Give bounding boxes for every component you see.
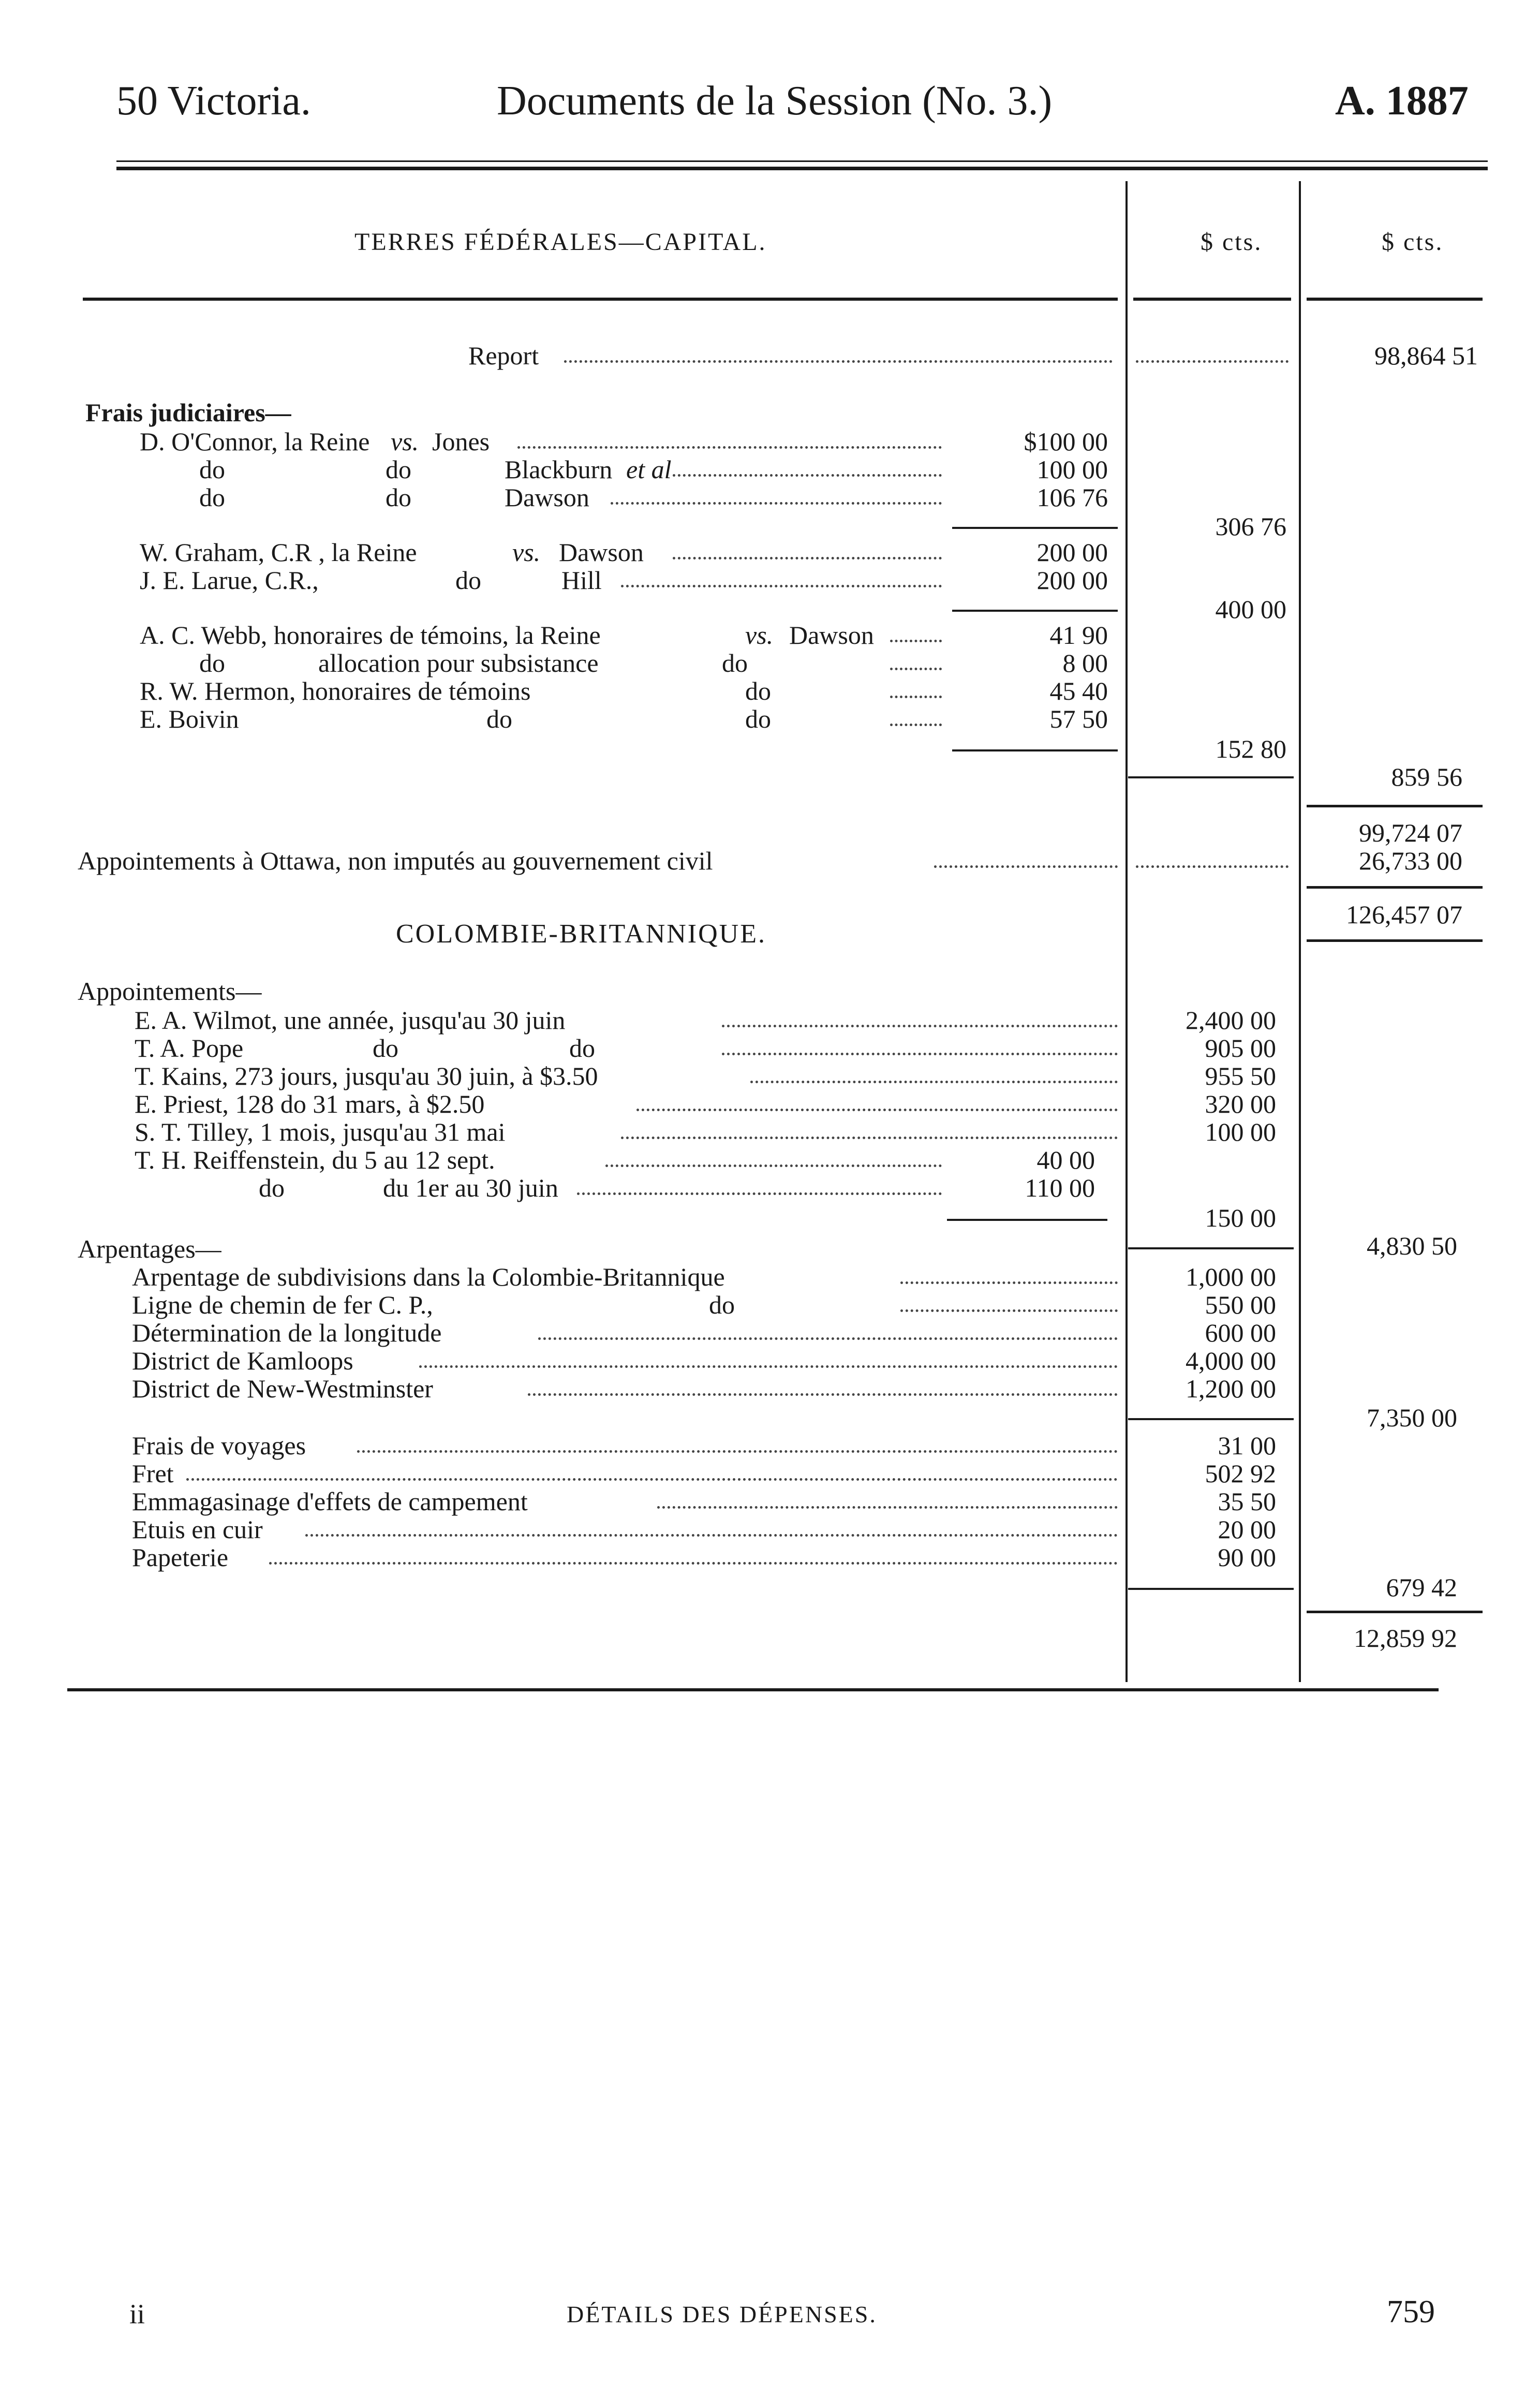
leader-dots bbox=[186, 1476, 1118, 1481]
appt-label: T. Kains, 273 jours, jusqu'au 30 juin, à $3.50 bbox=[135, 1062, 598, 1090]
leader-dots bbox=[564, 358, 1113, 363]
leader-dots bbox=[621, 1134, 1118, 1139]
frais-row-b: vs. bbox=[391, 427, 419, 456]
appt-label: T. H. Reiffenstein, du 5 au 12 sept. bbox=[135, 1145, 495, 1174]
misc-amount: 502 92 bbox=[1205, 1459, 1276, 1488]
frais-amount: $100 00 bbox=[1024, 427, 1108, 456]
leader-dots bbox=[750, 1079, 1118, 1083]
appt-amount: 100 00 bbox=[1205, 1117, 1276, 1146]
subtotal-rule bbox=[1128, 1418, 1294, 1420]
frais-row-a: W. Graham, C.R , la Reine bbox=[140, 538, 417, 567]
leader-dots bbox=[890, 721, 942, 726]
appt-label: E. A. Wilmot, une année, jusqu'au 30 juin bbox=[135, 1006, 566, 1035]
leader-dots bbox=[722, 1023, 1118, 1027]
frais-row-a: do bbox=[199, 648, 225, 677]
total-rule bbox=[1307, 1611, 1483, 1613]
appointements-ottawa-amount: 26,733 00 bbox=[1359, 846, 1462, 875]
frais-subtotal: 152 80 bbox=[1215, 734, 1286, 763]
arp-amount: 1,000 00 bbox=[1186, 1262, 1276, 1291]
col-header-2: $ cts. bbox=[1382, 228, 1444, 256]
frais-amount: 8 00 bbox=[1062, 648, 1108, 677]
frais-row-b: allocation pour subsistance bbox=[318, 648, 599, 677]
frais-row-b: do bbox=[455, 566, 481, 595]
header-right: A. 1887 bbox=[1335, 78, 1469, 124]
frais-row-c: Dawson bbox=[559, 538, 644, 567]
leader-dots bbox=[890, 694, 942, 698]
frais-row-c: Dawson bbox=[789, 621, 874, 650]
misc-amount: 20 00 bbox=[1218, 1515, 1276, 1544]
leader-dots bbox=[657, 1504, 1118, 1509]
frais-row-a: do bbox=[199, 455, 225, 484]
column-divider-2 bbox=[1299, 181, 1301, 1682]
subtotal-rule bbox=[952, 610, 1118, 612]
frais-amount: 45 40 bbox=[1049, 676, 1108, 705]
reiff-subtotal: 150 00 bbox=[1205, 1203, 1276, 1232]
col-header-1: $ cts. bbox=[1201, 228, 1263, 256]
frais-row-b: do bbox=[386, 455, 411, 484]
arp-amount: 600 00 bbox=[1205, 1318, 1276, 1347]
title-rule-3 bbox=[1307, 298, 1483, 301]
subtotal-rule bbox=[1128, 1588, 1294, 1590]
frais-row-c: Hill bbox=[561, 566, 602, 595]
misc-label: Papeterie bbox=[132, 1543, 229, 1572]
leader-dots bbox=[419, 1363, 1118, 1368]
arp-amount: 550 00 bbox=[1205, 1290, 1276, 1319]
frais-amount: 41 90 bbox=[1049, 621, 1108, 650]
frais-amount: 106 76 bbox=[1036, 483, 1108, 512]
frais-row-b: do bbox=[386, 483, 411, 512]
header-rule-thick bbox=[116, 167, 1488, 170]
arp-label: Ligne de chemin de fer C. P., bbox=[132, 1290, 433, 1319]
appt-amount: 2,400 00 bbox=[1186, 1006, 1276, 1035]
frais-row-b: vs. bbox=[745, 621, 774, 650]
frais-row-c: Jones bbox=[432, 427, 490, 456]
title-rule-2 bbox=[1133, 298, 1291, 301]
title-rule-1 bbox=[83, 298, 1118, 301]
appt-label: do bbox=[259, 1173, 285, 1202]
appt-label: E. Priest, 128 do 31 mars, à $2.50 bbox=[135, 1089, 485, 1118]
report-label: Report bbox=[468, 341, 539, 370]
sum-2: 126,457 07 bbox=[1346, 900, 1462, 929]
total-rule bbox=[1128, 1247, 1294, 1249]
arp-label: District de New-Westminster bbox=[132, 1374, 433, 1403]
leader-dots bbox=[528, 1391, 1118, 1396]
frais-row-a: J. E. Larue, C.R., bbox=[140, 566, 319, 595]
leader-dots bbox=[605, 1162, 942, 1167]
misc-amount: 31 00 bbox=[1218, 1431, 1276, 1460]
leader-dots bbox=[1136, 358, 1289, 363]
appt-mid: do bbox=[569, 1034, 595, 1063]
total-rule bbox=[1307, 939, 1483, 942]
leader-dots bbox=[611, 500, 942, 505]
leader-dots bbox=[577, 1190, 942, 1195]
frais-row-b: vs. bbox=[512, 538, 541, 567]
appt-mid: do bbox=[373, 1034, 398, 1063]
table-bottom-rule bbox=[67, 1688, 1439, 1691]
subtotal-rule bbox=[947, 1219, 1107, 1221]
misc-label: Etuis en cuir bbox=[132, 1515, 263, 1544]
frais-amount: 200 00 bbox=[1036, 566, 1108, 595]
arp-label: Détermination de la longitude bbox=[132, 1318, 442, 1347]
leader-dots bbox=[900, 1279, 1118, 1284]
frais-row-b: do bbox=[486, 704, 512, 733]
frais-row-c: Dawson bbox=[505, 483, 589, 512]
frais-amount: 200 00 bbox=[1036, 538, 1108, 567]
frais-row-a: D. O'Connor, la Reine bbox=[140, 427, 370, 456]
leader-dots bbox=[1136, 863, 1289, 868]
leader-dots bbox=[305, 1532, 1118, 1537]
frais-row-a: E. Boivin bbox=[140, 704, 239, 733]
header-center: Documents de la Session (No. 3.) bbox=[497, 78, 1053, 124]
arp-label: District de Kamloops bbox=[132, 1346, 353, 1375]
misc-label: Frais de voyages bbox=[132, 1431, 306, 1460]
appt-amount: 905 00 bbox=[1205, 1034, 1276, 1063]
section-heading: Arpentages— bbox=[78, 1234, 221, 1263]
leader-dots bbox=[722, 1051, 1118, 1055]
frais-amount: 100 00 bbox=[1036, 455, 1108, 484]
leader-dots bbox=[357, 1448, 1118, 1453]
appt-label: T. A. Pope bbox=[135, 1034, 244, 1063]
column-divider-1 bbox=[1126, 181, 1128, 1682]
frais-subtotal: 400 00 bbox=[1215, 595, 1286, 624]
leader-dots bbox=[538, 1335, 1118, 1340]
appt-inner-amount: 110 00 bbox=[1025, 1173, 1095, 1202]
grand-total: 12,859 92 bbox=[1354, 1624, 1457, 1653]
frais-row-a: R. W. Hermon, honoraires de témoins bbox=[140, 676, 531, 705]
header-left: 50 Victoria. bbox=[116, 78, 311, 124]
report-total: 98,864 51 bbox=[1374, 341, 1478, 370]
arp-amount: 1,200 00 bbox=[1186, 1374, 1276, 1403]
leader-dots bbox=[934, 863, 1118, 868]
leader-dots bbox=[890, 638, 942, 642]
misc-amount: 90 00 bbox=[1218, 1543, 1276, 1572]
table-title: TERRES FÉDÉRALES—CAPITAL. bbox=[354, 228, 767, 256]
appt-amount: 955 50 bbox=[1205, 1062, 1276, 1090]
misc-total: 679 42 bbox=[1386, 1573, 1457, 1602]
sum-1: 99,724 07 bbox=[1359, 818, 1462, 847]
frais-row-c: do bbox=[745, 704, 771, 733]
arp-mid: do bbox=[709, 1290, 735, 1319]
appt-mid: du 1er au 30 juin bbox=[383, 1173, 558, 1202]
arp-label: Arpentage de subdivisions dans la Colombie-Britannique bbox=[132, 1262, 725, 1291]
appt-total: 4,830 50 bbox=[1367, 1231, 1457, 1260]
arp-total: 7,350 00 bbox=[1367, 1403, 1457, 1432]
frais-row-c: do bbox=[722, 648, 748, 677]
section-heading: Frais judiciaires— bbox=[85, 398, 291, 427]
frais-total: 859 56 bbox=[1391, 762, 1462, 791]
leader-dots bbox=[673, 472, 942, 477]
misc-label: Fret bbox=[132, 1459, 174, 1488]
leader-dots bbox=[890, 666, 942, 670]
appt-amount: 320 00 bbox=[1205, 1089, 1276, 1118]
leader-dots bbox=[621, 583, 942, 587]
frais-row-c: Blackburn bbox=[505, 455, 613, 484]
frais-subtotal: 306 76 bbox=[1215, 512, 1286, 541]
subtotal-rule bbox=[952, 749, 1118, 751]
leader-dots bbox=[517, 444, 942, 449]
appointements-ottawa-label: Appointements à Ottawa, non imputés au gouvernement civil bbox=[78, 846, 713, 875]
footer-center: DÉTAILS DES DÉPENSES. bbox=[567, 2301, 877, 2327]
footer-right: 759 bbox=[1387, 2294, 1435, 2330]
header-rule-thin bbox=[116, 160, 1488, 162]
total-rule bbox=[1128, 776, 1294, 778]
misc-amount: 35 50 bbox=[1218, 1487, 1276, 1516]
leader-dots bbox=[269, 1560, 1118, 1565]
leader-dots bbox=[900, 1307, 1118, 1312]
frais-row-a: A. C. Webb, honoraires de témoins, la Reine bbox=[140, 621, 601, 650]
frais-amount: 57 50 bbox=[1049, 704, 1108, 733]
misc-label: Emmagasinage d'effets de campement bbox=[132, 1487, 528, 1516]
leader-dots bbox=[673, 555, 942, 559]
frais-row-a: do bbox=[199, 483, 225, 512]
appt-inner-amount: 40 00 bbox=[1036, 1145, 1095, 1174]
footer-left: ii bbox=[129, 2298, 145, 2330]
section-heading: Appointements— bbox=[78, 977, 262, 1006]
appt-label: S. T. Tilley, 1 mois, jusqu'au 31 mai bbox=[135, 1117, 506, 1146]
subtotal-rule bbox=[952, 527, 1118, 529]
total-rule bbox=[1307, 805, 1483, 807]
frais-row-cx: et al bbox=[626, 455, 672, 484]
frais-row-c: do bbox=[745, 676, 771, 705]
leader-dots bbox=[636, 1107, 1118, 1111]
section-title: COLOMBIE-BRITANNIQUE. bbox=[396, 919, 766, 949]
arp-amount: 4,000 00 bbox=[1186, 1346, 1276, 1375]
total-rule bbox=[1307, 886, 1483, 889]
